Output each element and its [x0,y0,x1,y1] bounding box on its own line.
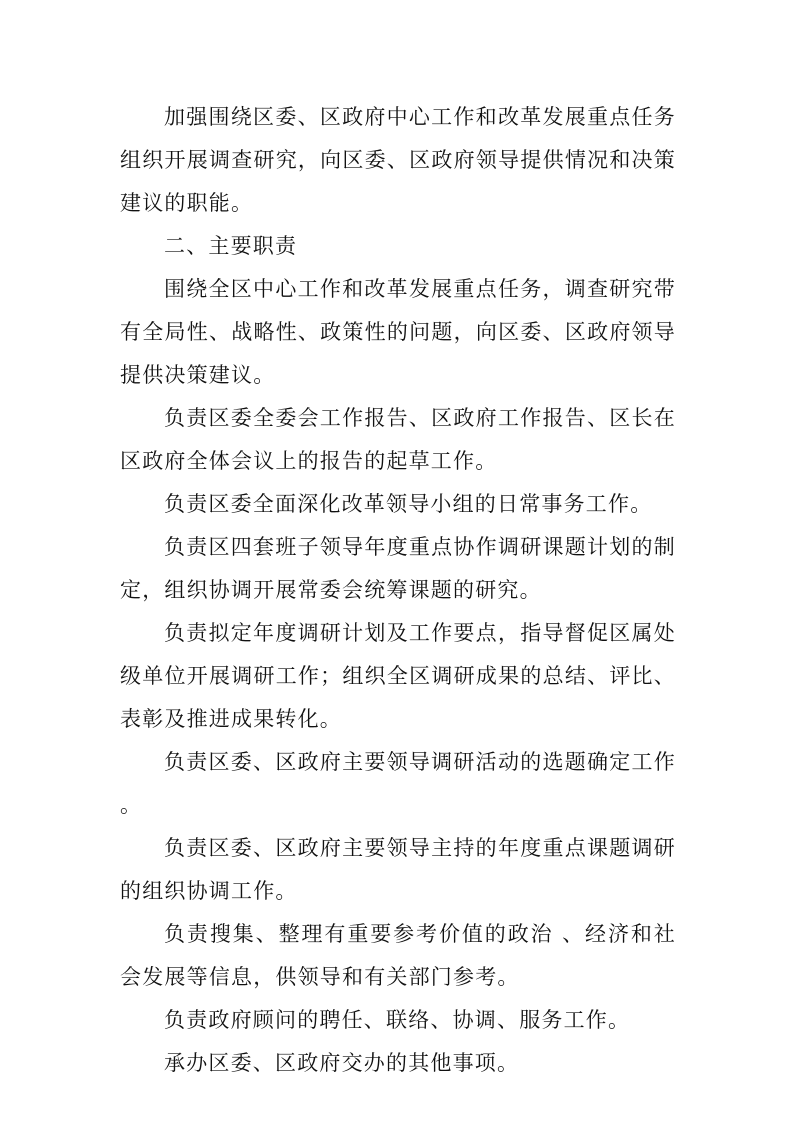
paragraph-research-decision: 围绕全区中心工作和改革发展重点任务，调查研究带有全局性、战略性、政策性的问题，向区委、区政府领导提供决策建议。 [120,277,676,387]
paragraph-other-matters: 承办区委、区政府交办的其他事项。 [164,1051,520,1075]
paragraph-advisor-services: 负责政府顾问的聘任、联络、协调、服务工作。 [164,1008,631,1032]
paragraph-report-drafting: 负责区委全委会工作报告、区政府工作报告、区长在区政府全体会议上的报告的起草工作。 [120,406,676,473]
paragraph-annual-plan: 负责拟定年度调研计划及工作要点，指导督促区属处级单位开展调研工作；组织全区调研成果的总结、评比、表彰及推进成果转化。 [120,621,676,731]
paragraph-information-collection: 负责搜集、整理有重要参考价值的政治 、经济和社会发展等信息，供领导和有关部门参考。 [120,922,676,989]
document-body [120,96,676,1085]
section-heading-main-duties: 二、主要职责 [164,234,298,258]
paragraph-duty-intro: 加强围绕区委、区政府中心工作和改革发展重点任务组织开展调查研究，向区委、区政府领导提供情况和决策建议的职能。 [120,105,676,215]
paragraph-key-topic-coordination: 负责区委、区政府主要领导主持的年度重点课题调研的组织协调工作。 [120,836,676,903]
paragraph-topic-selection: 负责区委、区政府主要领导调研活动的选题确定工作 。 [120,750,676,817]
paragraph-reform-group: 负责区委全面深化改革领导小组的日常事务工作。 [164,492,653,516]
paragraph-cooperation-topics: 负责区四套班子领导年度重点协作调研课题计划的制定，组织协调开展常委会统筹课题的研究。 [120,535,676,602]
